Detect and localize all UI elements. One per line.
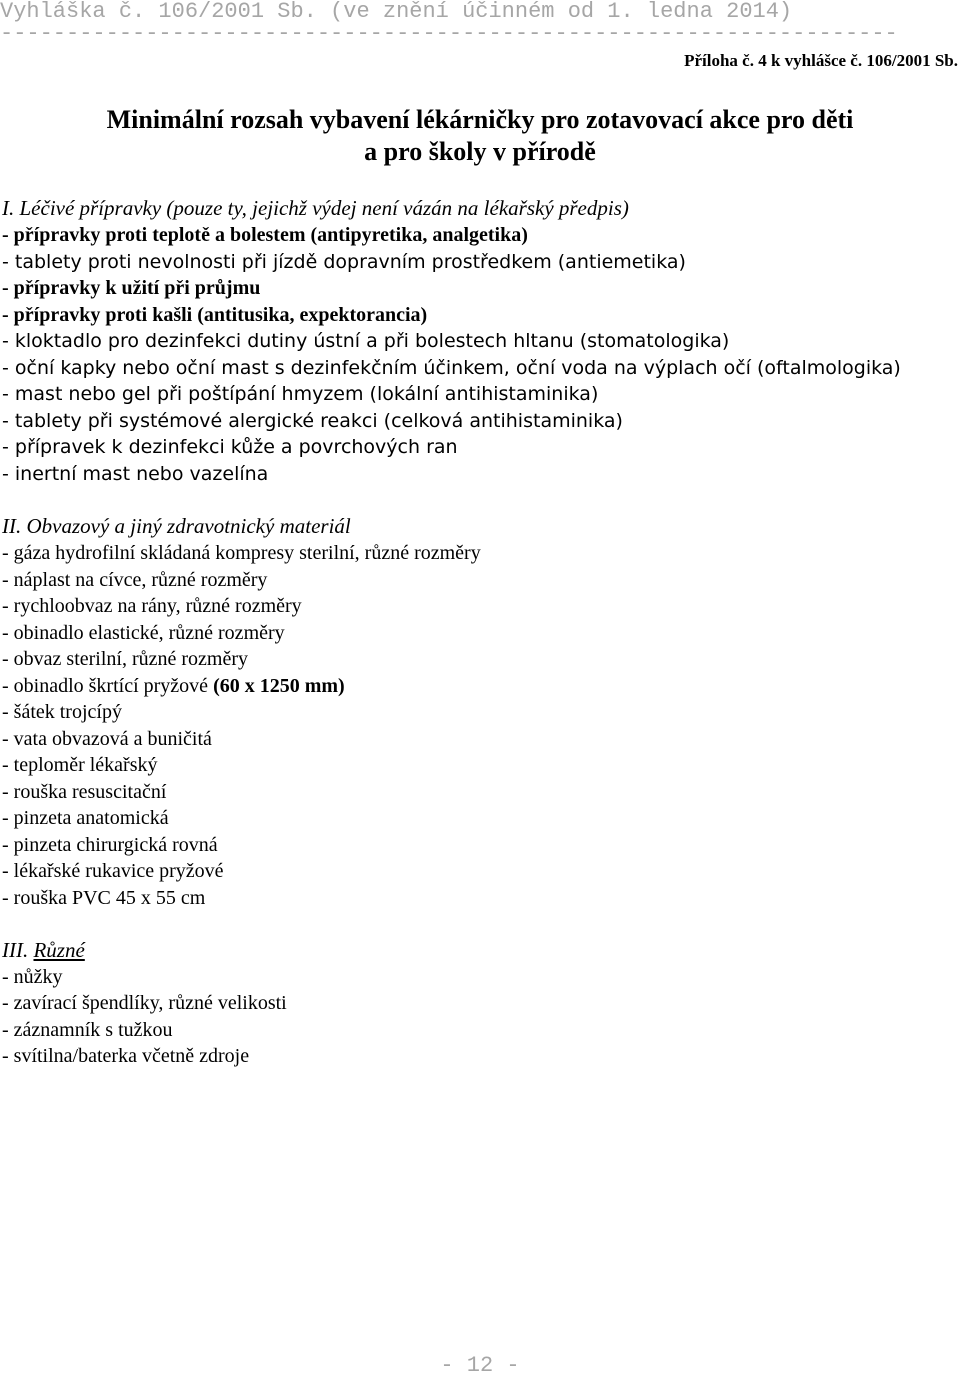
section-2-item: - náplast na cívce, různé rozměry — [2, 569, 268, 591]
section-1-item: - přípravky proti kašli (antitusika, expektorancia) — [2, 304, 428, 326]
section-2-item: - obinadlo elastické, různé rozměry — [2, 622, 285, 644]
section-3-heading-title: Různé — [33, 938, 85, 962]
section-3-item: - záznamník s tužkou — [2, 1019, 173, 1041]
page-number: - 12 - — [440, 1353, 520, 1378]
section-1-item: - přípravky proti teplotě a bolestem (antipyretika, analgetika) — [2, 224, 528, 246]
annex-label: Příloha č. 4 k vyhlášce č. 106/2001 Sb. — [684, 51, 958, 70]
section-2-item: - rouška PVC 45 x 55 cm — [2, 887, 206, 909]
section-1-item: - přípravky k užití při průjmu — [2, 277, 261, 299]
section-1-item: - inertní mast nebo vazelína — [2, 463, 269, 485]
section-2-heading: II. Obvazový a jiný zdravotnický materiál — [2, 514, 351, 538]
section-2-item: - lékařské rukavice pryžové — [2, 860, 224, 882]
section-3-item: - zavírací špendlíky, různé velikosti — [2, 992, 287, 1014]
section-1-item: - tablety při systémové alergické reakci (celková antihistaminika) — [2, 410, 623, 432]
law-title-header: Vyhláška č. 106/2001 Sb. (ve znění účinném od 1. ledna 2014) — [0, 0, 793, 24]
section-2-item: - rouška resuscitační — [2, 781, 167, 803]
section-2-item: - pinzeta chirurgická rovná — [2, 834, 218, 856]
section-1-item: - oční kapky nebo oční mast s dezinfekčním účinkem, oční voda na výplach očí (oftalmologika) — [2, 357, 901, 379]
document-title — [0, 104, 960, 168]
section-2-item: - teploměr lékařský — [2, 754, 158, 776]
section-3-item: - nůžky — [2, 966, 63, 988]
section-2-item: - vata obvazová a buničitá — [2, 728, 212, 750]
header-dashed-rule: -------------------------------------------------------------------- — [0, 22, 898, 46]
document-title-line-1: Minimální rozsah vybavení lékárničky pro zotavovací akce pro děti — [106, 105, 854, 134]
section-2-item: - obvaz sterilní, různé rozměry — [2, 648, 249, 670]
section-2-item — [2, 673, 345, 699]
section-2-item: - gáza hydrofilní skládaná kompresy sterilní, různé rozměry — [2, 542, 481, 564]
section-1-item: - přípravek k dezinfekci kůže a povrchových ran — [2, 436, 458, 458]
document-title-line-2: a pro školy v přírodě — [364, 137, 596, 166]
section-3-heading-prefix: III. — [2, 938, 34, 962]
section-2-item: - rychloobvaz na rány, různé rozměry — [2, 595, 302, 617]
section-2-item: - pinzeta anatomická — [2, 807, 169, 829]
section-1-heading: I. Léčivé přípravky (pouze ty, jejichž výdej není vázán na lékařský předpis) — [2, 196, 629, 220]
section-1-item: - mast nebo gel při poštípání hmyzem (lokální antihistaminika) — [2, 383, 599, 405]
section-2-item-text: - obinadlo škrtící pryžové — [2, 675, 214, 697]
section-2-item: - šátek trojcípý — [2, 701, 122, 723]
section-3-heading — [2, 937, 85, 963]
section-1-item: - kloktadlo pro dezinfekci dutiny ústní a při bolestech hltanu (stomatologika) — [2, 330, 730, 352]
section-1-item: - tablety proti nevolnosti při jízdě dopravním prostředkem (antiemetika) — [2, 251, 686, 273]
section-3-item: - svítilna/baterka včetně zdroje — [2, 1045, 250, 1067]
section-2-item-dimension: (60 x 1250 mm) — [213, 675, 345, 697]
